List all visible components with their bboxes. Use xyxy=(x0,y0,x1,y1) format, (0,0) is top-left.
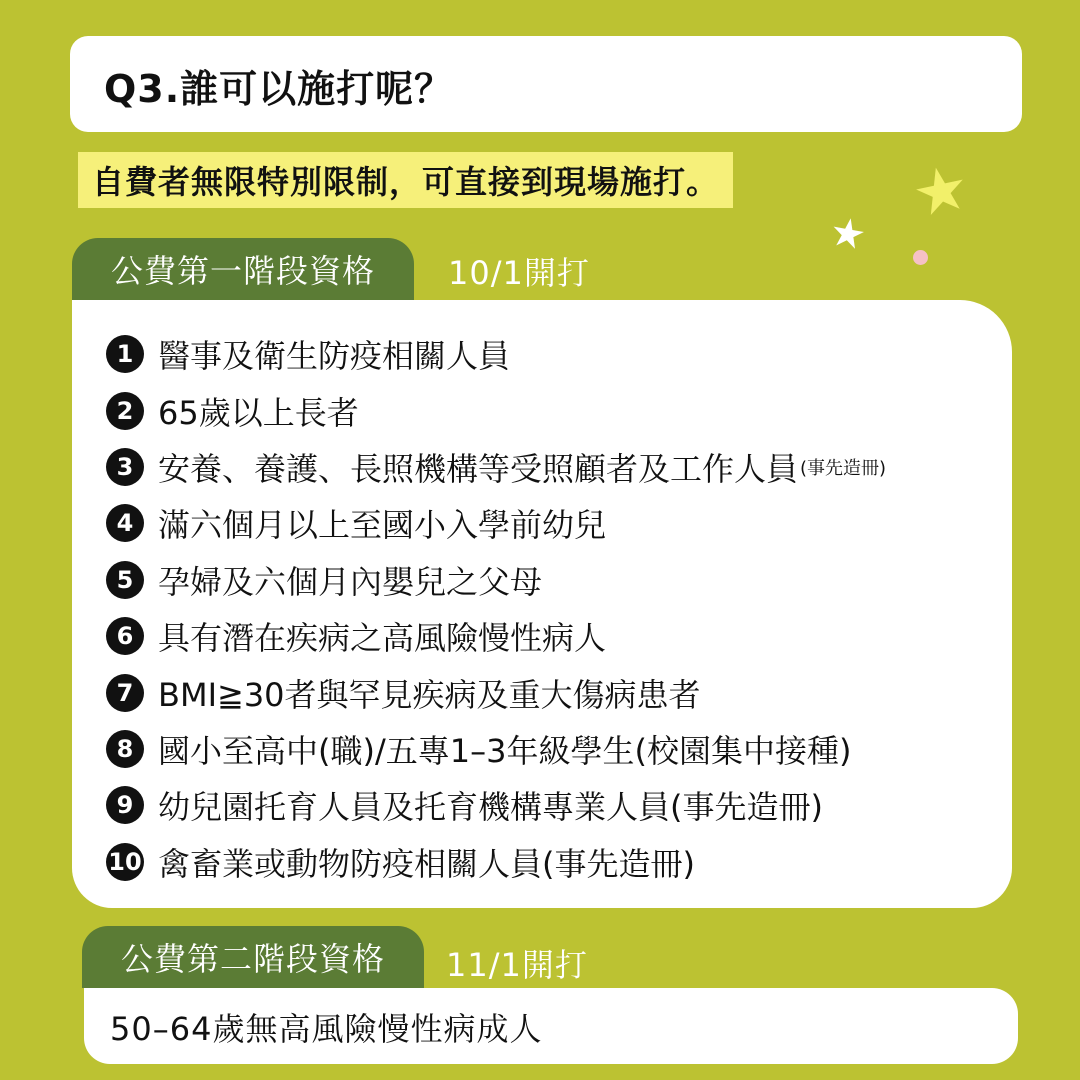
question-title: Q3.誰可以施打呢？ xyxy=(104,67,454,111)
number-badge: 7 xyxy=(106,674,144,712)
list-item xyxy=(106,439,886,495)
phase1-label: 公費第一階段資格 xyxy=(110,252,375,290)
item-text: 孕婦及六個月內嬰兒之父母 xyxy=(158,562,543,601)
question-card xyxy=(70,36,1022,132)
list-item xyxy=(106,495,886,551)
item-text: 65歲以上長者 xyxy=(158,393,359,432)
number-badge: 1 xyxy=(106,335,144,373)
item-text: 安養、養護、長照機構等受照顧者及工作人員 xyxy=(158,449,799,488)
list-item xyxy=(106,777,886,833)
number-badge: 4 xyxy=(106,504,144,542)
phase2-date: 11/1開打 xyxy=(446,946,588,984)
item-text: BMI≧30者與罕見疾病及重大傷病患者 xyxy=(158,675,701,714)
number-badge: 9 xyxy=(106,786,144,824)
item-note: (事先造冊) xyxy=(800,457,887,479)
list-item xyxy=(106,382,886,438)
list-item xyxy=(106,834,886,890)
phase1-list-card xyxy=(72,300,1012,908)
item-text: 幼兒園托育人員及托育機構專業人員(事先造冊) xyxy=(158,788,823,827)
self-pay-note: 自費者無限特別限制，可直接到現場施打。 xyxy=(78,152,733,208)
list-item xyxy=(106,664,886,720)
dot-decoration xyxy=(913,250,928,265)
item-text: 禽畜業或動物防疫相關人員(事先造冊) xyxy=(158,844,695,883)
star-icon: ★ xyxy=(905,149,976,232)
number-badge: 10 xyxy=(106,843,144,881)
item-text: 醫事及衛生防疫相關人員 xyxy=(158,337,511,376)
list-item xyxy=(106,721,886,777)
number-badge: 8 xyxy=(106,730,144,768)
list-item xyxy=(106,608,886,664)
list-item xyxy=(106,326,886,382)
item-text: 國小至高中(職)/五專1–3年級學生(校園集中接種) xyxy=(158,731,852,770)
phase1-tab xyxy=(72,238,414,300)
star-icon: ★ xyxy=(826,208,870,260)
item-text: 滿六個月以上至國小入學前幼兒 xyxy=(158,506,607,545)
phase2-tab xyxy=(82,926,424,988)
number-badge: 2 xyxy=(106,392,144,430)
phase2-label: 公費第二階段資格 xyxy=(120,940,385,978)
number-badge: 5 xyxy=(106,561,144,599)
phase1-date: 10/1開打 xyxy=(448,254,590,292)
phase2-text: 50–64歲無高風險慢性病成人 xyxy=(110,1010,543,1048)
item-text: 具有潛在疾病之高風險慢性病人 xyxy=(158,619,607,658)
phase2-card xyxy=(84,988,1018,1064)
number-badge: 6 xyxy=(106,617,144,655)
list-item xyxy=(106,552,886,608)
phase1-list xyxy=(106,326,886,890)
number-badge: 3 xyxy=(106,448,144,486)
